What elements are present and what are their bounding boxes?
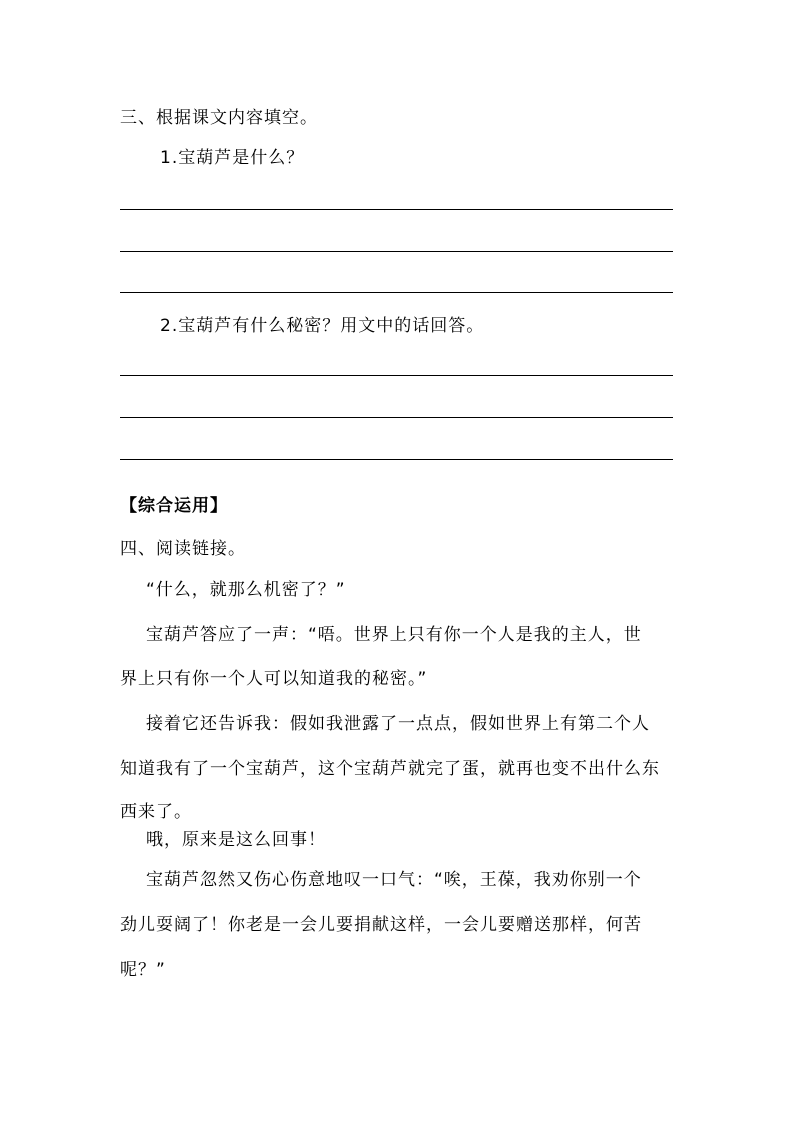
question-two: 2.宝葫芦有什么秘密？用文中的话回答。 <box>160 316 485 336</box>
section-three-heading: 三、根据课文内容填空。 <box>120 108 318 128</box>
answer-line-q1-2[interactable] <box>120 251 673 252</box>
passage-line: 界上只有你一个人可以知道我的秘密。” <box>120 669 428 689</box>
passage-line: “什么，就那么机密了？” <box>146 580 346 600</box>
passage-line: 西来了。 <box>120 802 192 822</box>
passage-line: 宝葫芦答应了一声：“唔。世界上只有你一个人是我的主人，世 <box>146 625 642 645</box>
passage-line: 接着它还告诉我：假如我泄露了一点点，假如世界上有第二个人 <box>146 714 650 734</box>
passage-line: 宝葫芦忽然又伤心伤意地叹一口气：“唉，王葆，我劝你别一个 <box>146 870 642 890</box>
answer-line-q2-3[interactable] <box>120 459 673 460</box>
answer-line-q2-2[interactable] <box>120 417 673 418</box>
answer-line-q1-1[interactable] <box>120 209 673 210</box>
section-four-heading: 四、阅读链接。 <box>120 539 246 559</box>
passage-line: 呢？” <box>120 960 166 980</box>
comprehensive-title: 【综合运用】 <box>120 496 228 516</box>
answer-line-q2-1[interactable] <box>120 375 673 376</box>
answer-line-q1-3[interactable] <box>120 292 673 293</box>
passage-line: 知道我有了一个宝葫芦，这个宝葫芦就完了蛋，就再也变不出什么东 <box>120 759 660 779</box>
question-one: 1.宝葫芦是什么？ <box>160 148 305 168</box>
passage-line: 哦，原来是这么回事！ <box>146 830 326 850</box>
passage-line: 劲儿耍阔了！你老是一会儿要捐献这样，一会儿要赠送那样，何苦 <box>120 915 642 935</box>
